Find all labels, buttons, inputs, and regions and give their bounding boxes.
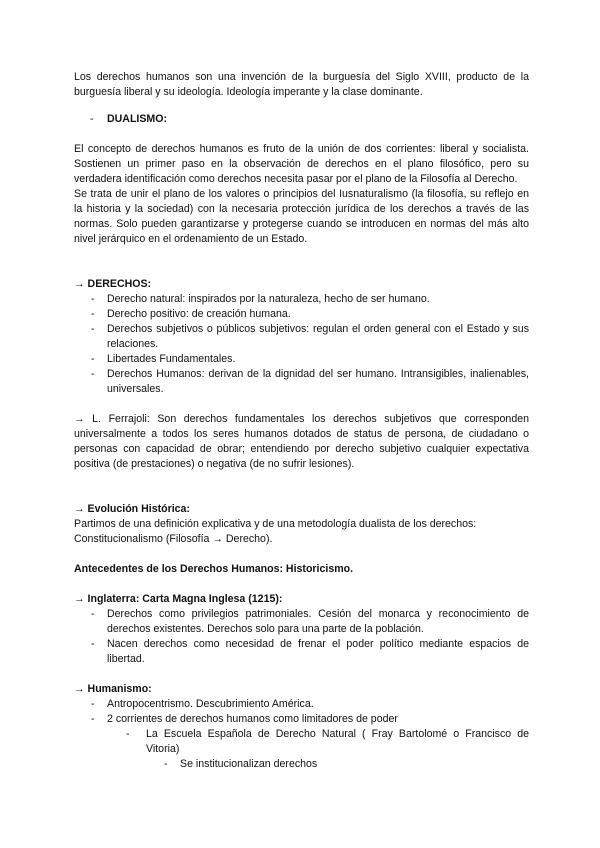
list-item: - Nacen derechos como necesidad de frenar el poder político mediante espacios de libertad. xyxy=(74,637,529,667)
list-item: - Derechos como privilegios patrimoniales. Cesión del monarca y reconocimiento de derechos existentes. Derechos solo para una parte de la población. xyxy=(74,607,529,637)
ferrajoli-paragraph: → L. Ferrajoli: Son derechos fundamentales los derechos subjetivos que corresponden universalmente a todos los seres humanos dotados de status de persona, de ciudadano o personas con capacidad de obrar; entendiendo por derecho subjetivo cualquier expectativa positiva (de prestaciones) o negativa (de no sufrir lesiones). xyxy=(74,413,529,470)
list-item: - Derecho natural: inspirados por la naturaleza, hecho de ser humano. xyxy=(74,292,529,307)
dualismo-paragraph-1: El concepto de derechos humanos es fruto de la unión de dos corrientes: liberal y socialista. Sostienen un primer paso en la observación de derechos en el plano filosófico, pero su verdadera identificación como derechos necesita pasar por el plano de la Filosofía al Derecho. xyxy=(74,143,529,185)
humanismo-sublist xyxy=(74,727,529,757)
list-item: - La Escuela Española de Derecho Natural ( Fray Bartolomé o Francisco de Vitoria) xyxy=(74,727,529,757)
dualismo-heading: - DUALISMO: xyxy=(74,112,529,127)
derechos-heading: → DERECHOS: xyxy=(74,278,152,290)
list-item: - Se institucionalizan derechos xyxy=(74,757,529,772)
intro-paragraph: Los derechos humanos son una invención de la burguesía del Siglo XVIII, producto de la burguesía liberal y su ideología. Ideología imperante y la clase dominante. xyxy=(74,71,529,98)
humanismo-subsublist xyxy=(74,757,529,772)
evolucion-heading: → Evolución Histórica: xyxy=(74,503,190,515)
humanismo-list xyxy=(74,697,529,727)
list-item: - 2 corrientes de derechos humanos como limitadores de poder xyxy=(74,712,529,727)
antecedentes-heading: Antecedentes de los Derechos Humanos: Historicismo. xyxy=(74,563,354,575)
evolucion-line-1: Partimos de una definición explicativa y de una metodología dualista de los derechos: xyxy=(74,518,477,530)
derechos-list xyxy=(74,292,529,397)
list-item: - Derecho positivo: de creación humana. xyxy=(74,307,529,322)
humanismo-heading: → Humanismo: xyxy=(74,683,152,695)
list-item: - Antropocentrismo. Descubrimiento América. xyxy=(74,697,529,712)
inglaterra-list xyxy=(74,607,529,667)
list-item: - Libertades Fundamentales. xyxy=(74,352,529,367)
dualismo-paragraph-2: Se trata de unir el plano de los valores o principios del Iusnaturalismo (la filosofía, su reflejo en la historia y la sociedad) con la necesaria protección jurídica de los derechos a través de las normas. Solo pueden garantizarse y protegerse cuando se introducen en normas del más alto nivel jerárquico en el ordenamiento de un Estado. xyxy=(74,188,529,245)
list-item: - Derechos subjetivos o públicos subjetivos: regulan el orden general con el Estado y sus relaciones. xyxy=(74,322,529,352)
inglaterra-heading: → Inglaterra: Carta Magna Inglesa (1215): xyxy=(74,593,283,605)
evolucion-line-2: Constitucionalismo (Filosofía → Derecho). xyxy=(74,533,273,545)
list-item: - Derechos Humanos: derivan de la dignidad del ser humano. Intransigibles, inalienables, universales. xyxy=(74,367,529,397)
